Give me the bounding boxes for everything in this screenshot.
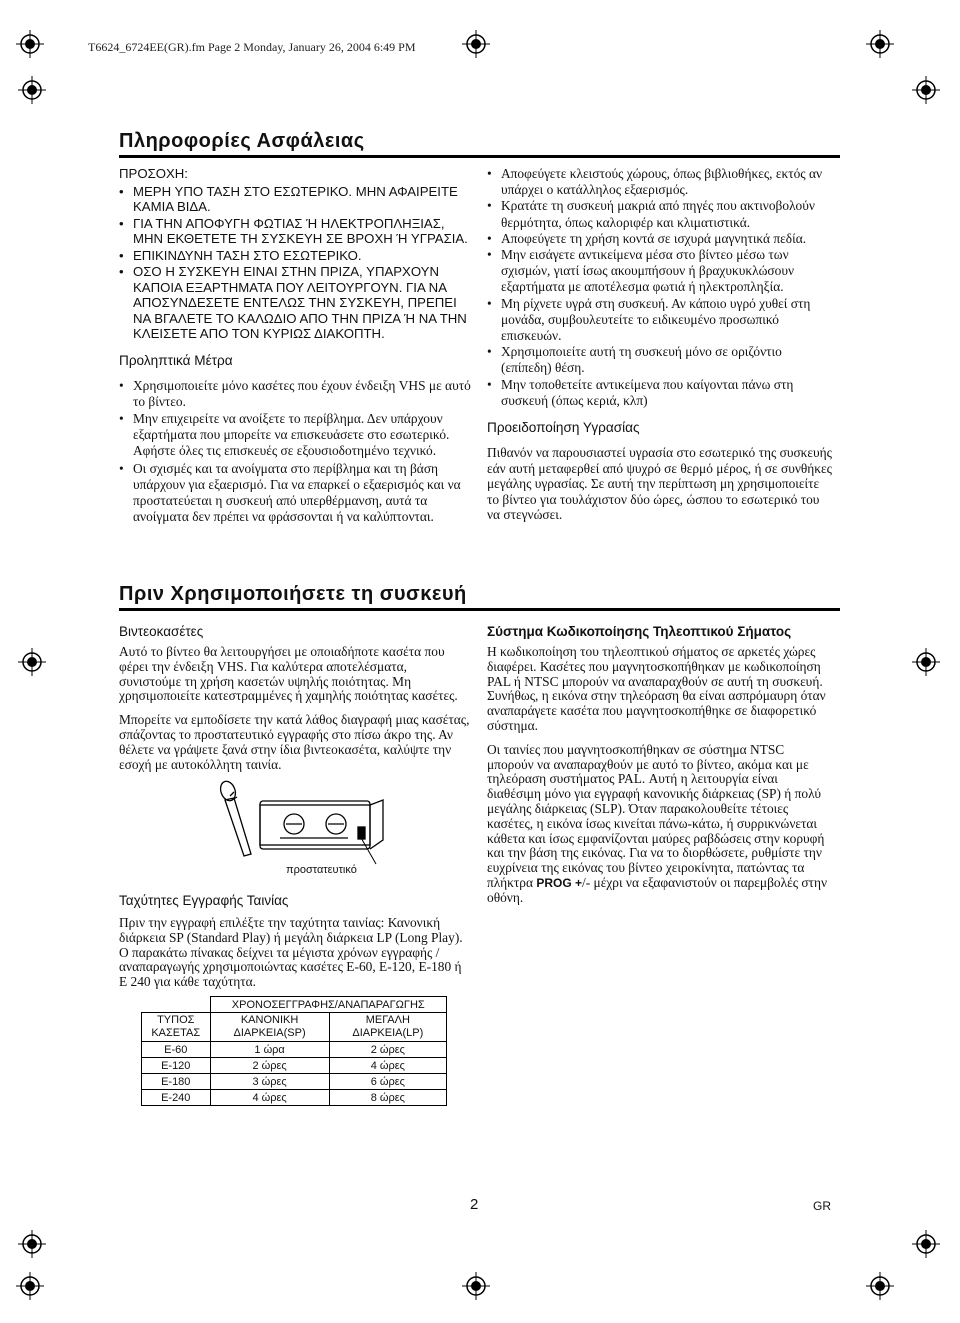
prog-key-label: PROG + [536,875,582,890]
section-title-before-use: Πριν Χρησιμοποιήσετε τη συσκευή [119,583,467,605]
right-column-before-use [487,624,832,906]
file-header: T6624_6724EE(GR).fm Page 2 Monday, January 26, 2004 6:49 PM [88,40,416,54]
table-row [142,1058,447,1074]
section-rule [119,155,840,158]
caution-label: ΠΡΟΣΟΧΗ: [119,166,188,181]
humidity-text: Πιθανόν να παρουσιαστεί υγρασία στο εσωτερικό της συσκευής εάν αυτή μεταφερθεί από ψυχρό σε θερμό μέρος, ή σε συνθήκες μεγάλης υγρασίας. Σε αυτή την περίπτωση μη χρησιμοποιείτε το βίντεο για τουλάχιστον δύο ώρες, ώσπου το εσωτερικό του να στεγνώσει. [487,445,832,523]
safety-item: • Αποφεύγετε κλειστούς χώρους, όπως βιβλιοθήκες, εκτός αν υπάρχει ο κατάλληλος εξαερισμός. [487,166,832,198]
registration-mark-icon [16,1272,44,1300]
page-number: 2 [470,1196,479,1213]
table-header-line: ΔΙΑΡΚΕΙΑ(LP) [352,1027,424,1039]
table-cell: E-120 [142,1058,211,1074]
table-cell: 3 ώρες [210,1074,329,1090]
table-header-line: ΔΙΑΡΚΕΙΑ(SP) [233,1027,306,1039]
registration-mark-icon [912,1230,940,1258]
table-header-line: ΤΥΠΟΣ [157,1014,195,1026]
registration-mark-icon [462,1272,490,1300]
coding-text: Οι ταινίες που μαγνητοσκοπήθηκαν σε σύστημα NTSC μπορούν να αναπαραχθούν με αυτό το βίντεο, ακόμα και με τηλεόραση συστήματος PAL. Αυτή η λειτουργία είναι διαθέσιμη μόνο για εγγραφή κανονικής διάρκειας (SP) ή πολύ μεγάλης διάρκειας (SLP). Όταν παρακολουθείτε τέτοιες κασέτες, η εικόνα ίσως κινείται πάνω-κάτω, ή συρρικνώνεται κάθετα και ίσως εμφανίζονται μαύρες ραβδώσεις στην κορυφή και την βάση της εικόνας. Για να το διορθώσετε, ρυθμίστε την ευχρίνεια της εικόνας του βίντεο χειροκίνητα, πατώντας τα πλήκτρα [487,741,825,890]
registration-mark-icon [16,30,44,58]
precautions-list [119,378,471,526]
table-header-line: ΚΑΣΕΤΑΣ [151,1027,201,1039]
coding-paragraph [487,743,832,906]
table-row [142,1074,447,1090]
language-code: GR [813,1199,831,1213]
table-cell: E-180 [142,1074,211,1090]
left-column-safety [119,166,471,525]
safety-item: • Αποφεύγετε τη χρήση κοντά σε ισχυρά μαγνητικά πεδία. [487,231,832,247]
precaution-item: • Οι σχισμές και τα ανοίγματα στο περίβλημα και τη βάση υπάρχουν για εξαερισμό. Για να επαρκεί ο εξαερισμός και να προστατεύεται η συσκευή από υπερθέρμανση, αυτά τα ανοίγματα δεν πρέπει να φράσσονται ή να καλύπτονται. [119,461,471,526]
table-header-line: ΜΕΓΑΛΗ [365,1014,410,1026]
table-cell: 8 ώρες [329,1090,446,1106]
speeds-heading: Ταχύτητες Εγγραφής Ταινίας [119,893,289,908]
left-column-before-use [119,624,471,772]
table-cell: 2 ώρες [210,1058,329,1074]
caution-item: • ΓΙΑ ΤΗΝ ΑΠΟΦΥΓΗ ΦΩΤΙΑΣ Ή ΗΛΕΚΤΡΟΠΛΗΞΙΑΣ, ΜΗΝ ΕΚΘΕΤΕΤΕ ΤΗ ΣΥΣΚΕΥΗ ΣΕ ΒΡΟΧΗ Ή ΥΓΡΑΣΙΑ. [119,216,471,247]
cassettes-paragraph: Αυτό το βίντεο θα λειτουργήσει με οποιαδήποτε κασέτα που φέρει την ένδειξη VHS. Για καλύτερα αποτελέσματα, συνιστούμε τη χρήση κασετών υψηλής ποιότητας. Μη χρησιμοποιείτε κατεστραμμένες ή χαμηλής ποιότητας κασέτες. [119,644,458,704]
table-cell: 1 ώρα [210,1042,329,1058]
registration-mark-icon [18,1230,46,1258]
section-rule [119,608,840,611]
table-cell: 6 ώρες [329,1074,446,1090]
registration-mark-icon [18,76,46,104]
figure-label: προστατευτικό [286,864,357,876]
table-row [142,1090,447,1106]
section-title-safety: Πληροφορίες Ασφάλειας [119,130,365,152]
precautions-heading: Προληπτικά Μέτρα [119,352,233,368]
table-cell: E-60 [142,1042,211,1058]
caution-item: • ΟΣΟ Η ΣΥΣΚΕΥΗ ΕΙΝΑΙ ΣΤΗΝ ΠΡΙΖΑ, ΥΠΑΡΧΟΥΝ ΚΑΠΟΙΑ ΕΞΑΡΤΗΜΑΤΑ ΠΟΥ ΛΕΙΤΟΥΡΓΟΥΝ. ΓΙΑ ΝΑ ΑΠΟΣΥΝΔΕΣΕΤΕ ΕΝΤΕΛΩΣ ΤΗΝ ΣΥΣΚΕΥΗ, ΠΡΕΠΕΙ ΝΑ ΒΓΑΛΕΤΕ ΤΟ ΚΑΛΩΔΙΟ ΑΠΟ ΤΗΝ ΠΡΙΖΑ Ή ΝΑ ΤΗΝ ΚΛΕΙΣΕΤΕ ΑΠΟ ΤΟΝ ΚΥΡΙΩΣ ΔΙΑΚΟΠΤΗ. [119,264,471,342]
table-cell: 2 ώρες [329,1042,446,1058]
precaution-item: • Χρησιμοποιείτε μόνο κασέτες που έχουν ένδειξη VHS με αυτό το βίντεο. [119,378,471,410]
speeds-block [119,893,471,990]
safety-item: • Μη ρίχνετε υγρά στη συσκευή. Αν κάποιο υγρό χυθεί στη μονάδα, συμβουλευτείτε το ειδικευμένο προσωπικό επισκευών. [487,296,832,345]
precaution-item: • Μην επιχειρείτε να ανοίξετε το περίβλημα. Δεν υπάρχουν εξαρτήματα που μπορείτε να επισκευάσετε στο εσωτερικό. Αφήστε όλες τις επισκευές σε εξουσιοδοτημένο τεχνικό. [119,411,471,460]
caution-item: • ΕΠΙΚΙΝΔΥΝΗ ΤΑΣΗ ΣΤΟ ΕΣΩΤΕΡΙΚΟ. [119,248,471,264]
table-cell: 4 ώρες [329,1058,446,1074]
coding-heading: Σύστημα Κωδικοποίησης Τηλεοπτικού Σήματος [487,624,792,639]
safety-item: • Μην εισάγετε αντικείμενα μέσα στο βίντεο μέσω των σχισμών, γιατί ίσως ακουμπήσουν ή βραχυκυκλώσουν εξαρτήματα με αποτέλεσμα φωτιά ή ηλεκτροπληξία. [487,247,832,296]
table-cell: 4 ώρες [210,1090,329,1106]
table-cell: E-240 [142,1090,211,1106]
coding-paragraph: Η κωδικοποίηση του τηλεοπτικού σήματος σε αρκετές χώρες διαφέρει. Κασέτες που μαγνητοσκοπήθηκαν με κωδικοποίηση PAL ή NTSC μπορούν να αναπαραχθούν σε αυτή τη συσκευή. Συνήθως, η εικόνα στην τηλεόραση θα είναι ασπρόμαυρη όταν αναπαράγετε κασέτα που μαγνητοσκοπήθηκε σε διαφορετικό σύστημα. [487,644,826,733]
registration-mark-icon [866,1272,894,1300]
caution-item: • ΜΕΡΗ ΥΠΟ ΤΑΣΗ ΣΤΟ ΕΣΩΤΕΡΙΚΟ. ΜΗΝ ΑΦΑΙΡΕΙΤΕ ΚΑΜΙΑ ΒΙΔΑ. [119,184,471,215]
coding-text: /- μέχρι να εξαφανιστούν οι παρεμβολές στην οθόνη. [487,874,827,905]
registration-mark-icon [462,30,490,58]
recording-time-table [141,996,447,1106]
safety-item: • Κρατάτε τη συσκευή μακριά από πηγές που ακτινοβολούν θερμότητα, όπως καλοριφέρ και κλιματιστικά. [487,198,832,230]
table-group-header: ΧΡΟΝΟΣΕΓΓΡΑΦΗΣ/ΑΝΑΠΑΡΑΓΩΓΗΣ [210,997,447,1013]
registration-mark-icon [912,76,940,104]
ventilation-list [487,166,832,409]
speeds-paragraph: Πριν την εγγραφή επιλέξτε την ταχύτητα ταινίας: Κανονική διάρκεια SP (Standard Play) ή μεγάλη διάρκεια LP (Long Play). Ο παρακάτω πίνακας δείχνει τα μέγιστα χρόνων εγγραφής / αναπαραγωγής χρησιμοποιώντας κασέτες E-60, E-120, E-180 ή E 240 για κάθε ταχύτητα. [119,915,463,990]
table-header-type [142,1013,211,1042]
table-header-lp [329,1013,446,1042]
registration-mark-icon [18,648,46,676]
registration-mark-icon [866,30,894,58]
safety-item: • Χρησιμοποιείτε αυτή τη συσκευή μόνο σε οριζόντιο (επίπεδη) θέση. [487,344,832,376]
caution-list [119,184,471,342]
registration-mark-icon [912,648,940,676]
safety-item: • Μην τοποθετείτε αντικείμενα που καίγονται πάνω στη συσκευή (όπως κεριά, κλπ) [487,377,832,409]
table-row [142,1042,447,1058]
cassettes-paragraph: Μπορείτε να εμποδίσετε την κατά λάθος διαγραφή μιας κασέτας, σπάζοντας το προστατευτικό εγγραφής στο πίσω άκρο της. Αν θέλετε να γράψετε ξανά στην ίδια βιντεοκασέτα, καλύψτε την εσοχή με αυτοκόλλητη ταινία. [119,712,470,772]
right-column-safety [487,166,832,523]
table-header-line: ΚΑΝΟΝΙΚΗ [240,1014,299,1026]
table-header-sp [210,1013,329,1042]
humidity-heading: Προειδοποίηση Υγρασίας [487,420,640,436]
cassettes-heading: Βιντεοκασέτες [119,624,204,639]
